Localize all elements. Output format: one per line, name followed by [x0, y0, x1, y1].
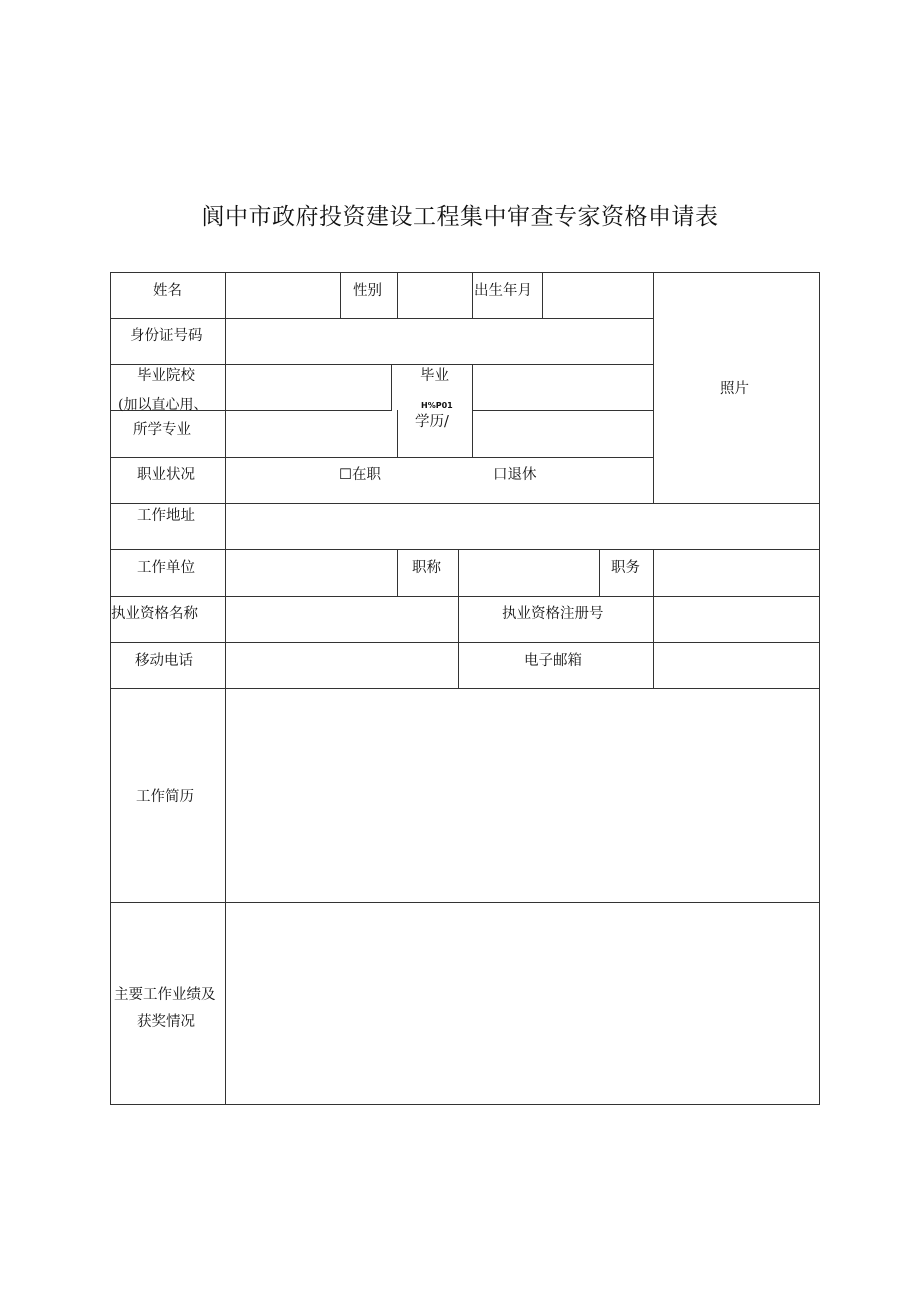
label-work-unit: 工作单位 — [137, 560, 195, 576]
label-job-status: 职业状况 — [137, 467, 195, 483]
table-border-left — [110, 272, 111, 1105]
field-work-unit[interactable] — [226, 550, 397, 596]
field-grad-time[interactable] — [473, 365, 653, 410]
field-email[interactable] — [654, 643, 819, 688]
field-qualification-name[interactable] — [226, 597, 458, 642]
table-border-bottom — [110, 1104, 820, 1105]
label-resume: 工作简历 — [136, 789, 194, 805]
field-photo[interactable] — [654, 273, 819, 503]
field-id-number[interactable] — [226, 319, 653, 364]
label-grad: 毕业 — [420, 368, 449, 384]
label-qualification-name: 执业资格名称 — [111, 606, 198, 622]
checkbox-employed[interactable]: ☐在职 — [339, 467, 381, 483]
field-school[interactable] — [226, 365, 391, 410]
page-title: 阆中市政府投资建设工程集中审查专家资格申请表 — [201, 204, 719, 230]
label-position: 职务 — [611, 560, 640, 576]
label-achievements-1: 主要工作业绩及 — [114, 987, 216, 1003]
label-birth: 出生年月 — [474, 283, 532, 299]
label-id-number: 身份证号码 — [130, 328, 203, 344]
label-grad-time: H%P01 — [421, 401, 453, 410]
col-line — [340, 272, 341, 318]
col-line — [397, 410, 398, 457]
row-line — [110, 457, 653, 458]
row-line — [110, 318, 225, 319]
col-line — [397, 549, 398, 596]
col-line — [472, 272, 473, 318]
label-work-address: 工作地址 — [137, 508, 195, 524]
label-school-note: (加以直心用、 — [118, 397, 208, 413]
label-email: 电子邮箱 — [524, 653, 582, 669]
field-mobile[interactable] — [226, 643, 458, 688]
col-line — [599, 549, 600, 596]
field-qualification-reg[interactable] — [654, 597, 819, 642]
field-birth[interactable] — [543, 273, 653, 318]
label-achievements-2: 获奖情况 — [137, 1014, 195, 1030]
col-line — [458, 596, 459, 689]
field-major[interactable] — [226, 411, 397, 457]
label-degree: 学历/ — [415, 414, 449, 430]
label-title-rank: 职称 — [412, 560, 441, 576]
label-qualification-reg: 执业资格注册号 — [502, 606, 604, 622]
col-line — [391, 364, 392, 411]
field-gender[interactable] — [398, 273, 472, 318]
label-major: 所学专业 — [133, 422, 191, 438]
label-photo: 照片 — [720, 381, 749, 397]
table-border-right — [819, 272, 820, 1105]
field-resume[interactable] — [226, 689, 819, 902]
field-work-address[interactable] — [226, 504, 819, 549]
checkbox-retired[interactable]: 口退休 — [493, 467, 537, 483]
label-mobile: 移动电话 — [135, 653, 193, 669]
label-gender: 性别 — [353, 283, 382, 299]
field-achievements[interactable] — [226, 903, 819, 1104]
field-title-rank[interactable] — [459, 550, 599, 596]
field-degree[interactable] — [473, 411, 653, 457]
field-name[interactable] — [226, 273, 340, 318]
label-school: 毕业院校 — [137, 368, 195, 384]
field-position[interactable] — [654, 550, 819, 596]
label-name: 姓名 — [153, 283, 182, 299]
